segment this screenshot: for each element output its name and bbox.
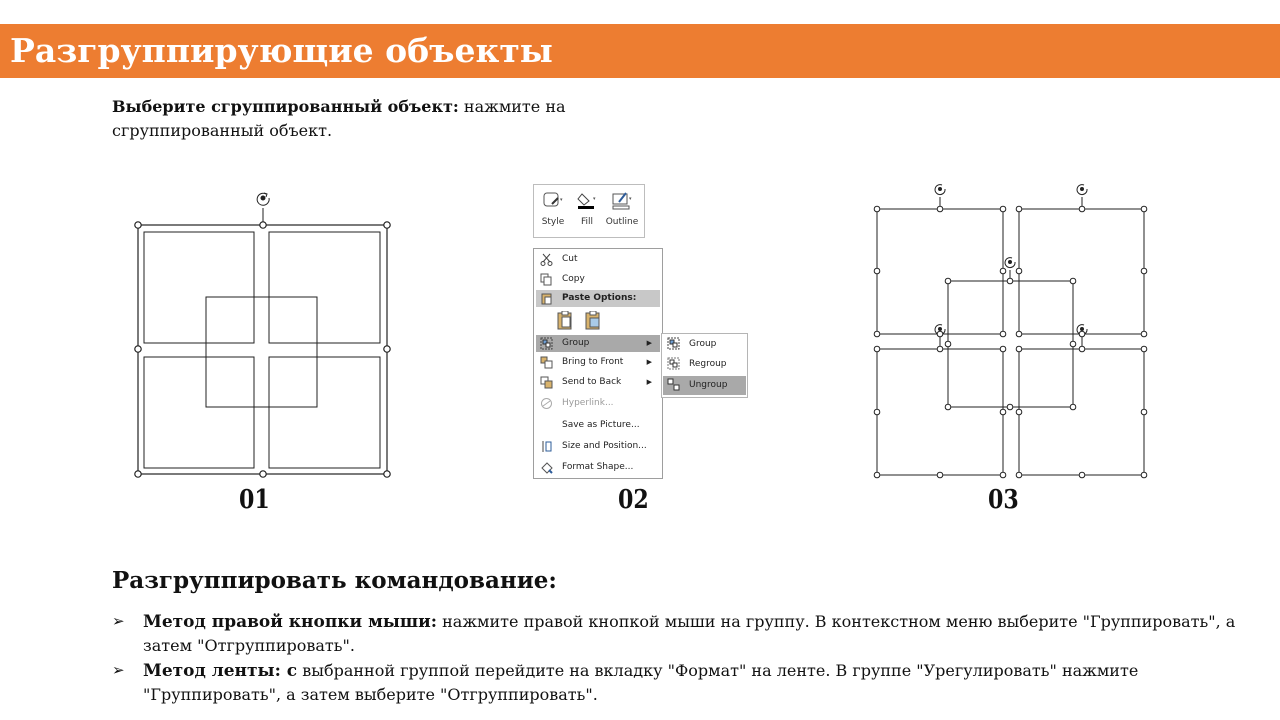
menu-item-copy-label: Copy xyxy=(562,274,585,284)
menu-item-size-and-position[interactable] xyxy=(536,438,660,455)
svg-text:▾: ▾ xyxy=(629,196,632,202)
ribbon-outline-button[interactable] xyxy=(605,189,639,227)
ribbon-outline-label: Outline xyxy=(605,217,639,227)
group-submenu xyxy=(661,333,748,398)
menu-item-hyperlink-label: Hyperlink... xyxy=(562,398,614,408)
size-position-icon xyxy=(540,440,553,453)
paste-picture-icon[interactable] xyxy=(584,311,602,331)
format-shape-icon xyxy=(540,461,553,474)
paste-icon xyxy=(540,292,553,305)
arrow-bullet-icon: ➢ xyxy=(112,661,125,679)
menu-item-group[interactable] xyxy=(536,335,660,352)
intro-bold: Выберите сгруппированный объект: xyxy=(112,97,459,116)
menu-item-copy[interactable] xyxy=(536,271,660,288)
ribbon-fill-button[interactable] xyxy=(570,189,604,227)
menu-item-group-label: Group xyxy=(562,338,590,348)
menu-item-hyperlink[interactable] xyxy=(536,395,660,412)
title-bar xyxy=(0,24,1280,78)
menu-item-bring-to-front[interactable] xyxy=(536,354,660,371)
submenu-item-group[interactable] xyxy=(663,335,746,354)
style-icon xyxy=(542,190,564,210)
bring-to-front-icon xyxy=(540,356,553,369)
format-ribbon xyxy=(533,184,645,238)
figure-label-01: 01 xyxy=(239,485,270,515)
figure-label-02: 02 xyxy=(618,485,649,515)
intro-text: нажмите на сгруппированный объект. xyxy=(112,97,566,140)
list-item-text: выбранной группой перейдите на вкладку "Формат" на ленте. В группе "Урегулировать" нажмите "Группировать", а затем выберите "Отгруппировать". xyxy=(143,661,1139,704)
menu-item-send-to-back-label: Send to Back xyxy=(562,377,622,387)
send-to-back-icon xyxy=(540,376,553,389)
submenu-arrow-icon: ▶ xyxy=(646,378,652,386)
figure-ungrouped-objects xyxy=(868,180,1153,485)
menu-item-save-as-picture-label: Save as Picture... xyxy=(562,420,640,430)
ribbon-style-label: Style xyxy=(541,217,565,227)
submenu-item-regroup[interactable] xyxy=(663,355,746,374)
group-icon xyxy=(667,337,680,350)
menu-paste-options-label: Paste Options: xyxy=(562,293,637,303)
list-item xyxy=(112,659,1242,706)
menu-item-format-shape-label: Format Shape... xyxy=(562,462,634,472)
list-item-bold: Метод правой кнопки мыши: xyxy=(143,612,438,632)
group-icon xyxy=(540,337,553,350)
submenu-regroup-label: Regroup xyxy=(689,359,727,369)
menu-item-bring-to-front-label: Bring to Front xyxy=(562,357,624,367)
menu-item-cut-label: Cut xyxy=(562,254,578,264)
figure-grouped-object xyxy=(125,185,400,485)
ribbon-style-button[interactable] xyxy=(536,189,570,227)
scissors-icon xyxy=(540,253,553,266)
section-heading: Разгруппировать командование: xyxy=(112,567,557,594)
outline-pen-icon xyxy=(611,190,633,210)
menu-paste-options-header xyxy=(536,290,660,307)
svg-text:▾: ▾ xyxy=(560,197,563,203)
ribbon-fill-label: Fill xyxy=(580,217,594,227)
arrow-bullet-icon: ➢ xyxy=(112,612,125,630)
submenu-ungroup-label: Ungroup xyxy=(689,380,728,390)
submenu-item-ungroup[interactable] xyxy=(663,376,746,395)
fill-bucket-icon xyxy=(576,190,598,210)
intro-paragraph xyxy=(112,95,632,143)
menu-item-send-to-back[interactable] xyxy=(536,374,660,391)
menu-item-save-as-picture[interactable] xyxy=(536,417,660,434)
menu-item-format-shape[interactable] xyxy=(536,459,660,476)
submenu-group-label: Group xyxy=(689,339,717,349)
menu-item-cut[interactable] xyxy=(536,251,660,268)
page-title: Разгруппирующие объекты xyxy=(10,31,553,70)
list-item xyxy=(112,610,1242,657)
copy-icon xyxy=(540,273,553,286)
figure-label-03: 03 xyxy=(988,485,1019,515)
ungroup-icon xyxy=(667,378,680,391)
submenu-arrow-icon: ▶ xyxy=(646,358,652,366)
svg-text:▾: ▾ xyxy=(593,196,596,202)
menu-item-size-and-position-label: Size and Position... xyxy=(562,441,647,451)
list-item-bold: Метод ленты: с xyxy=(143,661,298,681)
submenu-arrow-icon: ▶ xyxy=(646,339,652,347)
paste-keep-formatting-icon[interactable] xyxy=(556,311,574,331)
regroup-icon xyxy=(667,357,680,370)
hyperlink-icon xyxy=(540,397,553,410)
method-list xyxy=(112,610,1242,708)
list-item-text: нажмите правой кнопкой мыши на группу. В контекстном меню выберите "Группировать", а затем "Отгруппировать". xyxy=(143,612,1236,655)
context-menu xyxy=(533,248,663,479)
